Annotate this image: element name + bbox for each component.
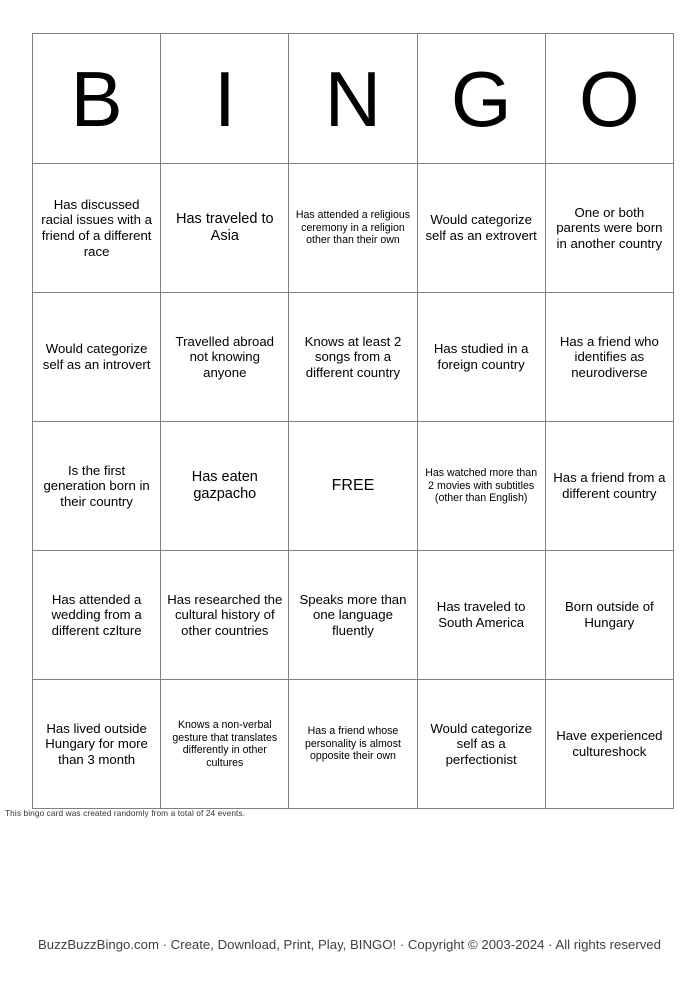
bingo-cell[interactable]: [161, 164, 289, 293]
bingo-cell[interactable]: [545, 422, 673, 551]
bingo-letter-n: N: [324, 54, 382, 143]
bingo-cell-label: Has attended a religious ceremony in a religion other than their own: [295, 209, 411, 247]
bingo-cell[interactable]: [161, 680, 289, 809]
bingo-cell[interactable]: [289, 293, 417, 422]
bingo-cell[interactable]: [161, 422, 289, 551]
bingo-cell[interactable]: [417, 293, 545, 422]
bingo-cell-label: One or both parents were born in another country: [556, 204, 663, 251]
bingo-cell-label: Born outside of Hungary: [564, 599, 654, 630]
bingo-cell[interactable]: [289, 164, 417, 293]
bingo-cell-label: Has watched more than 2 movies with subtitles (other than English): [425, 467, 538, 505]
bingo-cell[interactable]: [545, 293, 673, 422]
bingo-cell[interactable]: [545, 551, 673, 680]
bingo-letter-b: B: [70, 54, 123, 143]
bingo-cell-label: Has a friend who identifies as neurodiverse: [559, 333, 659, 380]
bingo-row: [33, 422, 674, 551]
bingo-row: [33, 680, 674, 809]
bingo-header-cell-n: [289, 34, 417, 164]
bingo-cell[interactable]: [33, 164, 161, 293]
bingo-cell-label: Have experienced cultureshock: [556, 728, 663, 759]
bingo-cell-label: Would categorize self as a perfectionist: [430, 720, 532, 767]
bingo-cell-label: Would categorize self as an introvert: [42, 341, 151, 372]
bingo-cell-label: Has eaten gazpacho: [191, 468, 258, 502]
bingo-cell[interactable]: [289, 551, 417, 680]
bingo-cell-label: Has lived outside Hungary for more than 3 month: [45, 720, 148, 767]
bingo-row: [33, 551, 674, 680]
bingo-cell-label: Has researched the cultural history of other countries: [167, 591, 283, 638]
bingo-cell-label: Has a friend whose personality is almost opposite their own: [304, 725, 401, 763]
bingo-header-row: [33, 34, 674, 164]
bingo-cell[interactable]: [161, 551, 289, 680]
bingo-cell-label: Knows a non-verbal gesture that translates differently in other cultures: [172, 719, 278, 769]
site-footer-text: BuzzBuzzBingo.com · Create, Download, Print, Play, BINGO! · Copyright © 2003-2024 · All rights reserved: [38, 937, 661, 952]
bingo-cell-label: Has a friend from a different country: [553, 470, 666, 501]
bingo-cell-label: Has discussed racial issues with a friend of a different race: [41, 196, 152, 259]
bingo-cell[interactable]: [161, 293, 289, 422]
bingo-footnote: This bingo card was created randomly from a total of 24 events.: [5, 808, 246, 818]
bingo-cell[interactable]: [289, 680, 417, 809]
bingo-cell[interactable]: [545, 680, 673, 809]
bingo-cell[interactable]: [545, 164, 673, 293]
bingo-cell[interactable]: [33, 551, 161, 680]
bingo-cell[interactable]: [417, 164, 545, 293]
bingo-cell[interactable]: [33, 680, 161, 809]
bingo-cell-label: Has attended a wedding from a different czlture: [51, 591, 142, 638]
site-footer: [0, 900, 699, 989]
bingo-cell-free[interactable]: [289, 422, 417, 551]
bingo-cell-label: Is the first generation born in their country: [43, 462, 150, 509]
bingo-header-cell-b: [33, 34, 161, 164]
bingo-cell-label: Knows at least 2 songs from a different country: [304, 333, 402, 380]
bingo-cell[interactable]: [33, 422, 161, 551]
bingo-cell[interactable]: [417, 680, 545, 809]
bingo-letter-g: G: [450, 54, 512, 143]
bingo-cell[interactable]: [33, 293, 161, 422]
bingo-header-cell-i: [161, 34, 289, 164]
bingo-cell[interactable]: [417, 422, 545, 551]
bingo-header-cell-g: [417, 34, 545, 164]
bingo-letter-o: O: [579, 54, 640, 143]
bingo-cell-label: Would categorize self as an extrovert: [425, 212, 537, 243]
bingo-free-label: FREE: [331, 476, 375, 494]
bingo-row: [33, 164, 674, 293]
bingo-cell[interactable]: [417, 551, 545, 680]
bingo-cell-label: Has studied in a foreign country: [433, 341, 529, 372]
bingo-letter-i: I: [213, 54, 236, 143]
bingo-cell-label: Has traveled to Asia: [176, 210, 274, 244]
bingo-grid: [32, 33, 674, 809]
bingo-row: [33, 293, 674, 422]
bingo-cell-label: Has traveled to South America: [436, 599, 526, 630]
bingo-header-cell-o: [545, 34, 673, 164]
bingo-cell-label: Travelled abroad not knowing anyone: [175, 333, 275, 380]
bingo-cell-label: Speaks more than one language fluently: [299, 591, 407, 638]
